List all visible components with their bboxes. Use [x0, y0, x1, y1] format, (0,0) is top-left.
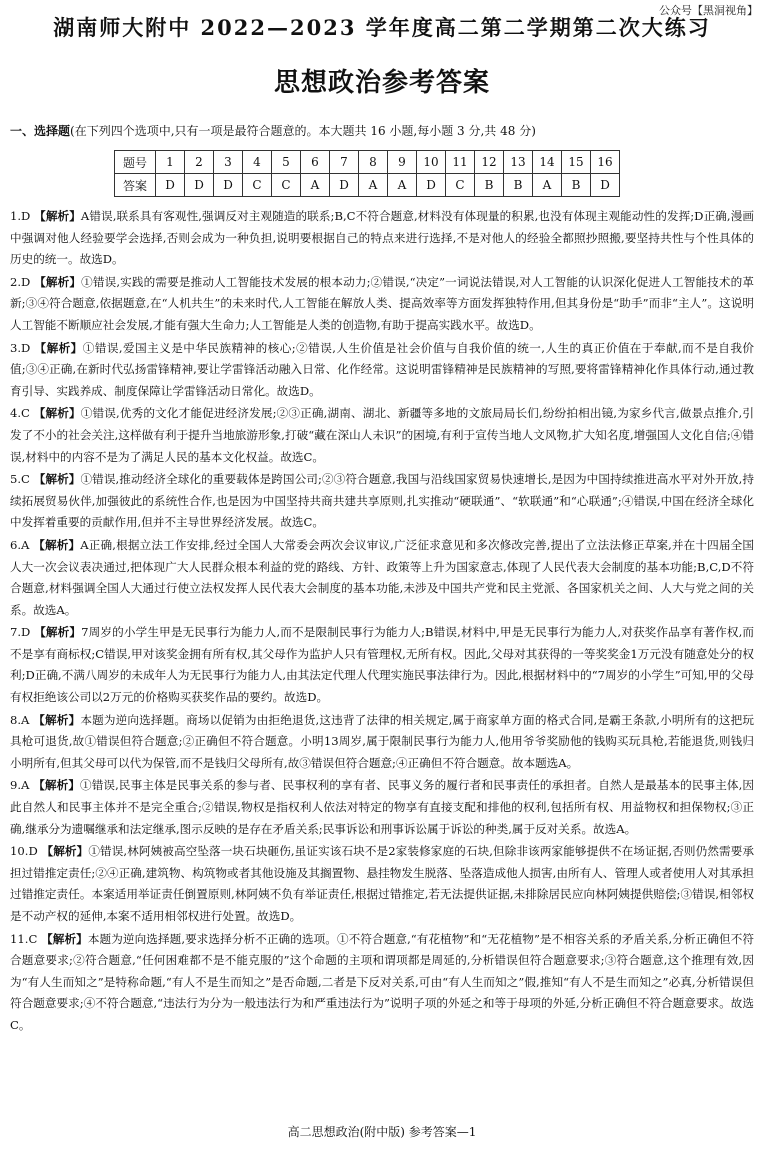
analysis-text: ①错误,实践的需要是推动人工智能技术发展的根本动力;②错误,“决定”一词说法错误,对人工智能的认识深化促进人工智能技术的革新;③④符合题意,依据题意,在“人机共生”的未来时代,人工智能在解放人类、提高效率等方面发挥独特作用,但其身份是“助手”而非“主人”。这说明人工智能不断顺应社会发展,才能有强大生命力;人工智能是人类的创造物,有助于提高实践水平。故选D。: [10, 274, 754, 332]
analysis-tag: 【解析】: [41, 931, 88, 946]
question-number-cell: 9: [388, 151, 417, 174]
analysis-text: ①错误,林阿姨被高空坠落一块石块砸伤,虽证实该石块不是2家装修家庭的石块,但除非该两家能够提供不在场证据,否则仍然需要承担过错推定责任;②④正确,建筑物、构筑物或者其他设施及其搁置物、悬挂物发生脱落、坠落造成他人损害,由所有人、管理人或者使用人对其承担过错推定责任。本案适用举证责任倒置原则,林阿姨不负有举证责任,根据过错推定,若无法提供证据,未排除居民应向林阿姨提供赔偿;③错误,相邻权是不动产权的延伸,本案不适用相邻权进行处置。故选D。: [10, 844, 754, 923]
watermark: 公众号【黑洞视角】: [659, 4, 758, 17]
answer-cell: C: [446, 174, 475, 197]
analysis-tag: 【解析】: [33, 472, 81, 487]
analysis-text: ①错误,推动经济全球化的重要载体是跨国公司;②③符合题意,我国与沿线国家贸易快速增长,是因为中国持续推进高水平对外开放,持续拓展贸易伙伴,加强彼此的系统性合作,也是因为中国坚持共商共建共享原则,扎实推动“硬联通”、“软联通”和“心联通”;④错误,中国在经济全球化中发挥着重要的贡献作用,但并不主导世界经济发展。故选C。: [10, 472, 754, 530]
explanation-list: [10, 206, 754, 1038]
analysis-tag: 【解析】: [34, 274, 82, 289]
analysis-tag: 【解析】: [34, 625, 82, 640]
item-number-answer: 4.C: [10, 406, 30, 421]
explanation-item: [10, 535, 754, 621]
question-number-cell: 10: [417, 151, 446, 174]
item-number-answer: 10.D: [10, 844, 38, 859]
analysis-tag: 【解析】: [34, 209, 81, 223]
explanation-item: [10, 403, 754, 468]
item-number-answer: 7.D: [10, 625, 31, 640]
question-number-cell: 8: [359, 151, 388, 174]
answer-cell: B: [504, 174, 533, 197]
answer-cell: C: [272, 174, 301, 197]
analysis-text: ①错误,爱国主义是中华民族精神的核心;②错误,人生价值是社会价值与自我价值的统一,人生的真正价值在于奉献,而不是自我价值;③④正确,在新时代弘扬雷锋精神,要让学雷锋活动融入日常、化作经常。这说明雷锋精神是民族精神的写照,要将雷锋精神化作具体行动,通过教育引导、实践养成、制度保障让学雷锋活动日常化。故选D。: [10, 340, 755, 398]
answer-cell: D: [417, 174, 446, 197]
explanation-item: [10, 622, 754, 708]
question-number-cell: 1: [156, 151, 185, 174]
question-number-cell: 3: [214, 151, 243, 174]
analysis-text: ①错误,优秀的文化才能促进经济发展;②③正确,湖南、湖北、新疆等多地的文旅局局长们,纷纷拍相出镜,为家乡代言,做景点推介,引发了不小的社会关注,这样做有利于提升当地旅游形象,打破“藏在深山人未识”的困境,有利于宣传当地人文风物,扩大知名度,增强国人文化自信;④错误,材料中的内容不是为了满足人民的基本文化权益。故选C。: [10, 406, 754, 464]
answer-table-answer-row: [115, 174, 620, 197]
explanation-item: [10, 841, 754, 927]
analysis-tag: 【解析】: [33, 537, 81, 552]
section-heading: [10, 123, 754, 139]
explanation-item: [10, 929, 754, 1037]
analysis-text: 本题为逆向选择题。商场以促销为由拒绝退货,这违背了法律的相关规定,属于商家单方面的格式合同,是霸王条款,小明所有的这把玩具枪可退货,故①错误但符合题意;②正确但不符合题意。小明13周岁,属于限制民事行为能力人,他用爷爷奖励他的钱购买玩具枪,若能退货,则钱归小明所有,但其父母可以代为保管,而不是钱归父母所有,故③错误但符合题意;④正确但不符合题意。故本题选A。: [10, 712, 754, 770]
answer-cell: D: [330, 174, 359, 197]
analysis-text: A正确,根据立法工作安排,经过全国人大常委会两次会议审议,广泛征求意见和多次修改完善,提出了立法法修正草案,并在十四届全国人大一次会议表决通过,把体现广大人民群众根本利益的党的路线、方针、政策等上升为国家意志,体现了人民代表大会制度的基本功能;B,C,D不符合题意,材料强调全国人大通过行使立法权发挥人民代表大会制度的基本功能,未涉及中国共产党和民主党派、各国家机关之间、人大与党之间的关系。故选A。: [10, 537, 754, 617]
analysis-tag: 【解析】: [33, 712, 81, 727]
question-number-cell: 13: [504, 151, 533, 174]
answer-cell: B: [562, 174, 591, 197]
answer-cell: A: [301, 174, 330, 197]
analysis-text: 本题为逆向选择题,要求选择分析不正确的选项。①不符合题意,“有花植物”和“无花植物”是不相容关系的矛盾关系,分析正确但不符合题意要求;②符合题意,“任何困难都不是不能克服的”这个命题的主项和谓项都是周延的,分析错误但符合题意要求;③符合题意,这个推理有效,因为“有人生而知之”是特称命题,“有人不是生而知之”是否命题,二者是下反对关系,可由“有人生而知之”假,推知“有人不是生而知之”必真,分析错误但符合题意要求;④不符合题意,“违法行为分为一般违法行为和严重违法行为”说明子项的外延之和等于母项的外延,分析正确但不符合题意要求。故选C。: [10, 931, 754, 1032]
answer-cell: A: [359, 174, 388, 197]
answer-cell: B: [475, 174, 504, 197]
section-label: 一、选择题: [10, 124, 71, 138]
question-number-cell: 16: [591, 151, 620, 174]
answer-cell: A: [388, 174, 417, 197]
explanation-item: [10, 206, 754, 271]
question-number-cell: 5: [272, 151, 301, 174]
item-number-answer: 8.A: [10, 712, 30, 727]
item-number-answer: 6.A: [10, 537, 30, 552]
question-number-cell: 6: [301, 151, 330, 174]
explanation-item: [10, 775, 754, 840]
question-number-cell: 4: [243, 151, 272, 174]
page-footer: 高二思想政治(附中版) 参考答案—1: [287, 1125, 477, 1139]
item-number-answer: 1.D: [10, 209, 31, 223]
section-description: (在下列四个选项中,只有一项是最符合题意的。本大题共 16 小题,每小题 3 分,共 48 分): [70, 124, 536, 138]
analysis-text: ①错误,民事主体是民事关系的参与者、民事权利的享有者、民事义务的履行者和民事责任的承担者。自然人是最基本的民事主体,因此自然人和民事主体并不是完全重合;②错误,物权是指权利人依法对特定的物享有直接支配和排他的权利,包括所有权、用益物权和担保物权;③正确,继承分为遗嘱继承和法定继承,图示反映的是存在矛盾关系;民事诉讼和刑事诉讼属于诉讼的种类,属于反对关系。故选A。: [10, 778, 755, 836]
question-number-cell: 7: [330, 151, 359, 174]
explanation-item: [10, 272, 754, 337]
analysis-tag: 【解析】: [41, 844, 89, 859]
question-number-cell: 14: [533, 151, 562, 174]
question-number-cell: 12: [475, 151, 504, 174]
item-number-answer: 11.C: [10, 931, 38, 946]
question-number-cell: 15: [562, 151, 591, 174]
question-number-cell: 11: [446, 151, 475, 174]
answer-table: [114, 150, 620, 197]
explanation-item: [10, 338, 754, 403]
page-title: 思想政治参考答案: [273, 68, 490, 98]
answer-cell: D: [156, 174, 185, 197]
item-number-answer: 2.D: [10, 274, 31, 289]
answer-cell: A: [533, 174, 562, 197]
analysis-text: 7周岁的小学生甲是无民事行为能力人,而不是限制民事行为能力人;B错误,材料中,甲是无民事行为能力人,对获奖作品享有著作权,而不是享有商标权;C错误,甲对该奖金拥有所有权,其父母作为监护人只有管理权,无所有权。因此,父母对其获得的一等奖奖金1万元没有随意处分的权利;D正确,不满八周岁的未成年人为无民事行为能力人,由其法定代理人代理实施民事法律行为。因此,根据材料中的“7周岁的小学生”可知,甲的父母有权拒绝该公司以2万元的价格购买获奖作品的要约。故选D。: [10, 625, 754, 705]
answer-table-header-label: 题号: [115, 151, 156, 174]
analysis-tag: 【解析】: [33, 406, 81, 421]
exam-title: 湖南师大附中 2022—2023 学年度高二第二学期第二次大练习: [53, 15, 711, 40]
question-number-cell: 2: [185, 151, 214, 174]
answer-table-number-row: [115, 151, 620, 174]
analysis-text: A错误,联系具有客观性,强调反对主观随造的联系;B,C不符合题意,材料没有体现量的积累,也没有体现主观能动性的发挥;D正确,漫画中强调对他人经验要学会选择,否则会成为一种负担,说明要根据自己的特点来进行选择,不是对他人的经验全都照抄照搬,要坚持共性与个性具体的历史的统一。故选D。: [10, 209, 754, 267]
analysis-tag: 【解析】: [33, 778, 81, 793]
answer-cell: C: [243, 174, 272, 197]
item-number-answer: 9.A: [10, 778, 30, 793]
item-number-answer: 5.C: [10, 472, 30, 487]
item-number-answer: 3.D: [10, 340, 31, 355]
answer-cell: D: [185, 174, 214, 197]
answer-cell: D: [591, 174, 620, 197]
answer-cell: D: [214, 174, 243, 197]
explanation-item: [10, 710, 754, 775]
analysis-tag: 【解析】: [34, 340, 83, 355]
answer-table-answer-label: 答案: [115, 174, 156, 197]
explanation-item: [10, 469, 754, 534]
